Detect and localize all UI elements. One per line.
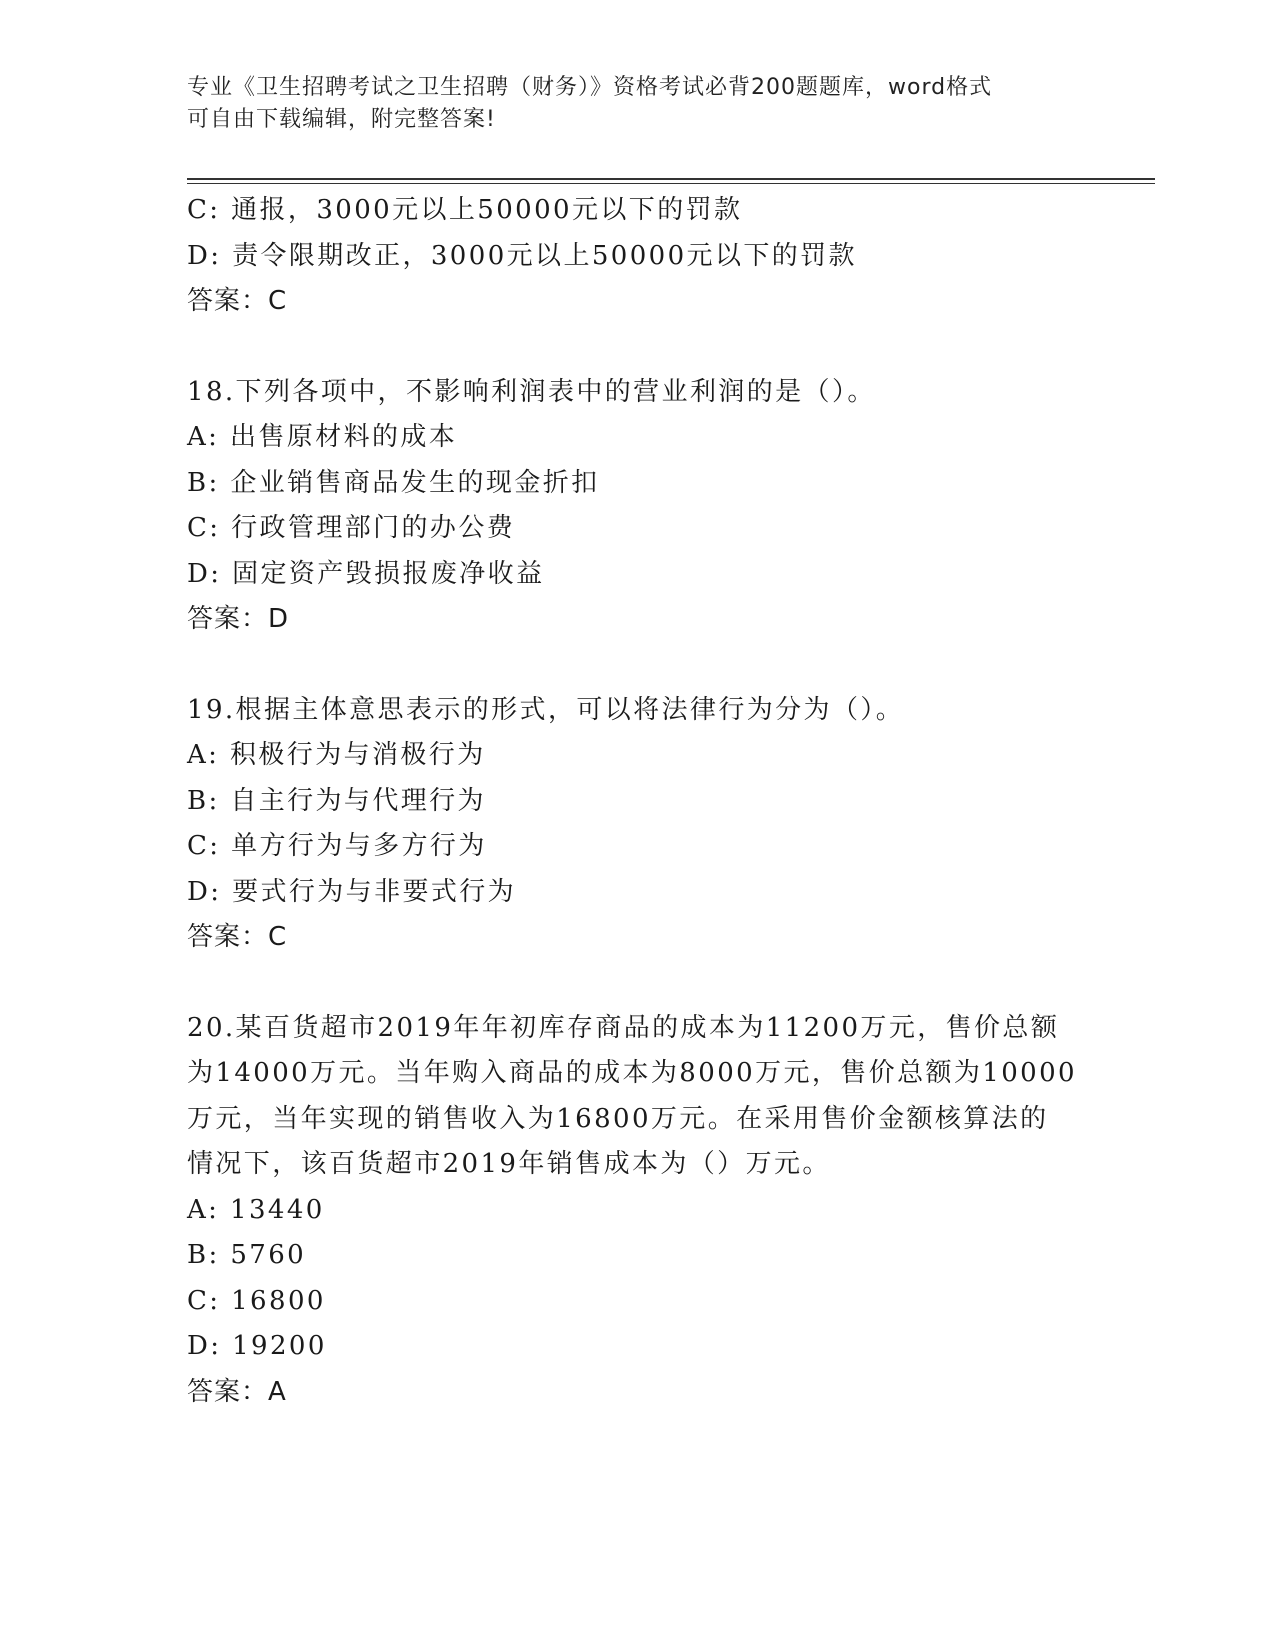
q20-stem-line2: 为14000万元。当年购入商品的成本为8000万元，售价总额为10000 xyxy=(187,1058,1077,1088)
q17-option-d: D: 责令限期改正，3000元以上50000元以下的罚款 xyxy=(187,240,857,271)
q20-stem-line3: 万元，当年实现的销售收入为16800万元。在采用售价金额核算法的 xyxy=(187,1103,1049,1134)
question-20 xyxy=(187,1006,1087,1416)
question-17-tail xyxy=(187,188,1087,325)
q18-option-b: B: 企业销售商品发生的现金折扣 xyxy=(187,467,600,498)
q18-option-c: C: 行政管理部门的办公费 xyxy=(187,513,516,543)
question-18 xyxy=(187,370,1087,643)
q19-option-b: B: 自主行为与代理行为 xyxy=(187,785,486,816)
q18-option-d: D: 固定资产毁损报废净收益 xyxy=(187,558,545,589)
q19-option-c: C: 单方行为与多方行为 xyxy=(187,831,487,861)
header-divider-thick xyxy=(187,178,1155,180)
spacer xyxy=(187,325,1087,370)
document-header xyxy=(187,72,1067,136)
q19-stem: 19.根据主体意思表示的形式，可以将法律行为分为（）。 xyxy=(187,694,905,725)
q20-stem-line4: 情况下，该百货超市2019年销售成本为（）万元。 xyxy=(187,1149,831,1179)
header-title-line1: 专业《卫生招聘考试之卫生招聘（财务）》资格考试必背200题题库，word格式 xyxy=(187,75,993,100)
header-title-line2: 可自由下载编辑，附完整答案! xyxy=(187,107,496,132)
q19-answer: 答案：C xyxy=(187,922,288,952)
q20-option-c: C: 16800 xyxy=(187,1285,326,1316)
spacer xyxy=(187,961,1087,1006)
q17-answer: 答案：C xyxy=(187,286,288,316)
q20-answer: 答案：A xyxy=(187,1376,287,1407)
q20-option-b: B: 5760 xyxy=(187,1240,307,1270)
q20-option-d: D: 19200 xyxy=(187,1331,327,1361)
q18-stem: 18.下列各项中，不影响利润表中的营业利润的是（）。 xyxy=(187,376,876,407)
q17-option-c: C: 通报，3000元以上50000元以下的罚款 xyxy=(187,195,743,225)
header-divider-thin xyxy=(187,183,1155,184)
q20-option-a: A: 13440 xyxy=(187,1194,325,1225)
q18-option-a: A: 出售原材料的成本 xyxy=(187,422,458,452)
q18-answer: 答案：D xyxy=(187,604,290,634)
q19-option-d: D: 要式行为与非要式行为 xyxy=(187,876,517,907)
question-19 xyxy=(187,688,1087,961)
q20-stem-line1: 20.某百货超市2019年年初库存商品的成本为11200万元，售价总额 xyxy=(187,1012,1060,1043)
spacer xyxy=(187,643,1087,688)
question-list xyxy=(187,188,1087,1415)
q19-option-a: A: 积极行为与消极行为 xyxy=(187,740,486,770)
